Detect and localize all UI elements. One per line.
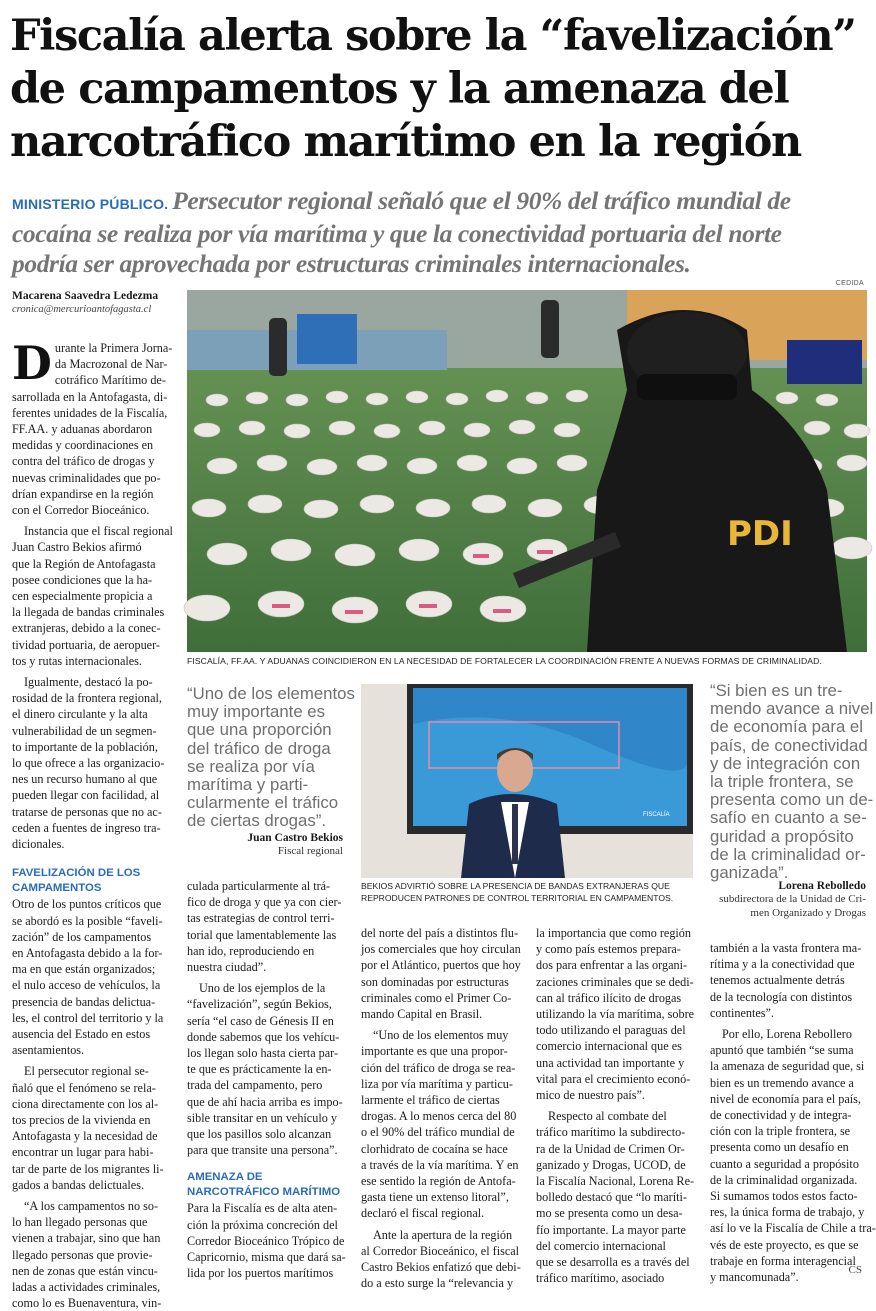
quote-2-attribution [700, 880, 866, 920]
text-line: en Antofagasta debido a la for- [12, 945, 163, 960]
text-line: ciona directamente con los al- [12, 1096, 159, 1111]
text-line: FF.AA. y aduanas abordaron [12, 422, 153, 437]
text-line: sarrollada en la Antofagasta, di- [12, 389, 168, 404]
text-line: jos comerciales que hoy circulan [361, 942, 521, 957]
text-line: drían expandirse en la región [12, 486, 154, 501]
quote-1-name: Juan Castro Bekios [247, 832, 343, 844]
text-line: presenta como un desafío en [710, 1140, 849, 1155]
lead [12, 186, 862, 279]
text-line: posee condiciones que la ha- [12, 572, 153, 587]
text-line: nuestra ciudad”. [187, 960, 267, 975]
text-line: larmente el tráfico de ciertas [361, 1093, 500, 1108]
text-line: medidas y coordinaciones en [12, 438, 154, 453]
text-line: trada del campamento, pero [187, 1078, 323, 1093]
quote-2-role: subdirectora de la Unidad de Cri- [719, 893, 866, 905]
text-line: contra del tráfico de drogas y [12, 454, 155, 469]
main-photo-illustration [187, 290, 867, 652]
text-line: ción la próxima concreción del [187, 1217, 338, 1232]
quote-line: mendo avance a nivel [710, 699, 874, 719]
speaker-photo [361, 684, 693, 878]
text-line: zación” de los campamentos [12, 929, 152, 944]
text-line: Por ello, Lorena Rebollero [722, 1027, 852, 1042]
quote-line: “Uno de los elementos [187, 684, 355, 703]
text-line: ma en que están organizados; [12, 962, 156, 977]
text-line: Para la Fiscalía es de alta aten- [187, 1201, 338, 1216]
text-line: res, la única forma de trabajo, y [710, 1205, 865, 1220]
subhead: AMENAZA DE [187, 1171, 263, 1184]
text-line: liza por vía marítima y particu- [361, 1076, 513, 1091]
quote-line: de economía para el [710, 717, 863, 737]
text-line: del norte del país a distintos flu- [361, 926, 519, 940]
text-line: to importante de la población, [12, 739, 158, 754]
quote-line: de la criminalidad or- [710, 844, 866, 864]
pull-quote-1 [187, 685, 355, 831]
vest-label: PDI [727, 514, 793, 554]
text-line: son dominadas por estructuras [361, 974, 509, 989]
byline [12, 290, 182, 315]
drop-cap: D [12, 336, 52, 390]
quote-line: se realiza por vía [187, 756, 315, 776]
text-line: mo se presenta como un desa- [536, 1206, 683, 1221]
text-line: Respecto al combate del [548, 1109, 667, 1124]
text-line: tráfico marítimo la subdirecto- [536, 1125, 686, 1140]
column-2 [187, 878, 347, 1281]
text-line: de la criminalidad organizada. [710, 1172, 858, 1187]
text-line: Juan Castro Bekios afirmó [12, 540, 142, 555]
text-line: a través de la vía marítima. Y en [361, 1157, 519, 1172]
text-line: vés de este proyecto, es que se [710, 1237, 859, 1252]
quote-line: cularmente el tráfico [187, 793, 339, 813]
text-line: pueden llegar con facilidad, al [12, 788, 160, 803]
text-line: Si sumamos todos estos facto- [710, 1189, 858, 1204]
text-line: que los pasillos solo alcanzan [187, 1127, 332, 1142]
subhead: CAMPAMENTOS [12, 882, 102, 895]
text-line: comercio internacional que es [536, 1039, 682, 1054]
text-line: zaciones criminales que se dedi- [536, 974, 694, 989]
text-line: con el Corredor Bioceánico. [12, 503, 150, 518]
text-line: mando Capital en Brasil. [361, 1007, 483, 1022]
text-line: ñaló que el fenómeno se rela- [12, 1080, 156, 1095]
lead-line: podría ser aprovechada por estructuras criminales internacionales. [12, 249, 691, 278]
text-line: utilizando la vía marítima, sobre [536, 1007, 695, 1022]
text-line: Otro de los puntos críticos que [12, 897, 162, 912]
text-line: cotráfico Marítimo de- [54, 373, 166, 388]
text-line: Castro Bekios enfatizó que debi- [361, 1260, 521, 1275]
text-line: tividad portuaria, de aeropuer- [12, 637, 160, 652]
text-line: del comercio internacional [536, 1238, 666, 1253]
quote-line: que una proporción [187, 720, 332, 740]
text-line: les, el control del territorio y la [12, 1010, 164, 1025]
text-line: ción del tráfico de droga se rea- [361, 1060, 516, 1075]
headline-line: narcotráfico marítimo en la región [10, 117, 801, 167]
text-line: de la tecnología con distintos [710, 989, 853, 1004]
text-line: ceden a fuentes de ingreso tra- [12, 820, 161, 835]
text-line: dicionales. [12, 837, 65, 852]
text-line: la Fiscalía Nacional, Lorena Re- [536, 1174, 695, 1189]
caption-line: BEKIOS ADVIRTIÓ SOBRE LA PRESENCIA DE BANDAS EXTRANJERAS QUE [361, 881, 670, 891]
text-line: “A los campamentos no so- [24, 1198, 159, 1213]
screen-label: FISCALÍA [643, 812, 670, 818]
text-line: culada particularmente al trá- [187, 879, 331, 893]
text-line: tráfico marítimo, asociado [536, 1271, 665, 1286]
column-5 [710, 940, 876, 1285]
headline-line: Fiscalía alerta sobre la “favelización” [10, 11, 856, 61]
text-line: el nulo acceso de vehículos, la [12, 978, 161, 993]
text-line: que se desarrolla es a través del [536, 1255, 690, 1270]
lead-line: Persecutor regional señaló que el 90% del tráfico mundial de [172, 186, 791, 215]
text-line: Capricornio, misma que dará sa- [187, 1250, 346, 1265]
text-line: encontrar un lugar para habi- [12, 1145, 154, 1160]
quote-line: y de integración con [710, 753, 861, 773]
text-line: nuevas criminalidades que po- [12, 470, 161, 485]
text-line: continentes”. [710, 1005, 774, 1020]
quote-1-role: Fiscal regional [277, 845, 343, 857]
text-line: “Uno de los elementos muy [373, 1028, 509, 1043]
text-line: do a esto surge la “relevancia y [361, 1276, 514, 1291]
text-line: donde sabemos que los vehícu- [187, 1029, 340, 1044]
text-line: Uno de los ejemplos de la [199, 981, 326, 996]
text-line: Igualmente, destacó la po- [24, 675, 153, 690]
quote-line: muy importante es [187, 702, 326, 722]
text-line: que de ahí hacia arriba es impo- [187, 1094, 343, 1109]
text-line: tar de parte de los migrantes li- [12, 1161, 164, 1176]
author-email: cronica@mercurioantofagasta.cl [12, 304, 152, 315]
text-line: al Corredor Bioceánico, el fiscal [361, 1243, 520, 1258]
lead-kicker: MINISTERIO PÚBLICO. [12, 196, 169, 212]
text-line: fío importante. La mayor parte [536, 1222, 686, 1237]
quote-line: presenta como un de- [710, 790, 874, 810]
text-line: nen de zonas que están vincu- [12, 1263, 158, 1278]
text-line: bolledo destacó que “lo maríti- [536, 1190, 687, 1205]
quote-line: de ciertas drogas”. [187, 811, 326, 831]
text-line: “favelización”, según Bekios, [187, 997, 332, 1012]
text-line: así lo ve la Fiscalía de Chile a tra- [710, 1221, 876, 1236]
text-line: ferentes unidades de la Fiscalía, [12, 405, 168, 420]
lead-line: cocaína se realiza por vía marítima y que la conectividad portuaria del norte [12, 219, 782, 248]
column-4 [536, 925, 696, 1286]
text-line: vienen a trabajar, sino que han [12, 1231, 161, 1246]
text-line: y como país estemos prepara- [536, 942, 681, 957]
subhead: FAVELIZACIÓN DE LOS [12, 867, 141, 880]
quote-line: la triple frontera, se [710, 772, 854, 792]
quote-2-name: Lorena Rebolledo [778, 880, 866, 892]
text-line: y mancomunada”. [710, 1270, 799, 1285]
text-line: llegado personas que provie- [12, 1247, 153, 1262]
speaker-photo-illustration [361, 684, 693, 878]
text-line: lo que ofrece a las organizacio- [12, 756, 165, 771]
quote-line: safío en cuanto a se- [710, 808, 867, 828]
quote-line: del tráfico de droga [187, 738, 331, 758]
headline [10, 10, 866, 169]
caption-line: REPRODUCEN PATRONES DE CONTROL TERRITORIAL EN CAMPAMENTOS. [361, 893, 674, 903]
pull-quote-2 [710, 682, 873, 882]
text-line: da Macrozonal de Nar- [54, 357, 168, 372]
text-line: la importancia que como región [536, 926, 691, 940]
quote-line: marítima y parti- [187, 775, 309, 795]
text-line: rosidad de la frontera regional, [12, 691, 162, 706]
text-line: tratarse de personas que no ac- [12, 804, 162, 819]
text-line: ausencia del Estado en estos [12, 1026, 151, 1041]
quote-line: guridad a propósito [710, 826, 854, 846]
text-line: Instancia que el fiscal regional [24, 524, 173, 539]
headline-line: de campamentos y la amenaza del [10, 64, 789, 114]
text-line: ese sentido la región de Antofa- [361, 1174, 516, 1189]
text-line: urante la Primera Jorna- [54, 341, 173, 355]
text-line: también a la vasta frontera ma- [710, 941, 862, 955]
text-line: que la Región de Antofagasta [12, 556, 156, 571]
text-line: la amenaza de seguridad que, si [710, 1059, 865, 1074]
text-line: vital para el crecimiento econó- [536, 1071, 691, 1086]
text-line: importante es que una propor- [361, 1044, 508, 1059]
text-line: tenemos actualmente detrás [710, 973, 845, 988]
text-line: lo han llegado personas que [12, 1215, 148, 1230]
text-line: se abordó es la posible “faveli- [12, 913, 163, 928]
text-line: los llegan solo hasta cierta par- [187, 1046, 339, 1061]
text-line: para que transite una persona”. [187, 1143, 338, 1158]
text-line: Antofagasta y la necesidad de [12, 1129, 158, 1144]
text-line: nivel de economía para el país, [710, 1091, 861, 1106]
text-line: gados a bandas delictuales. [12, 1177, 144, 1192]
text-line: presencia de bandas delictua- [12, 994, 156, 1009]
text-line: o el 90% del tráfico mundial de [361, 1125, 515, 1140]
text-line: nes un recurso humano al que [12, 772, 158, 787]
text-line: mico de nuestro país”. [536, 1088, 645, 1103]
text-line: una actividad tan importante y [536, 1055, 685, 1070]
text-line: todo utilizando el paraguas del [536, 1023, 686, 1038]
text-line: vulnerabilidad de un segmen- [12, 723, 157, 738]
column-1 [12, 336, 173, 1311]
text-line: como lo es Buenaventura, vin- [12, 1296, 162, 1311]
text-line: drogas. A lo menos cerca del 80 [361, 1109, 517, 1124]
author-name: Macarena Saavedra Ledezma [12, 290, 159, 302]
text-line: gasta tiene un extenso litoral”, [361, 1190, 509, 1205]
text-line: rítima y a la conectividad que [710, 957, 855, 972]
main-photo [187, 290, 867, 652]
text-line: ra de la Unidad de Crimen Or- [536, 1141, 685, 1156]
column-3 [361, 925, 521, 1291]
text-line: cuanto a seguridad a propósito [710, 1156, 859, 1171]
text-line: can al tráfico ilícito de drogas [536, 990, 682, 1005]
text-line: Ante la apertura de la región [373, 1227, 513, 1242]
text-line: ladas a actividades criminales, [12, 1279, 161, 1294]
text-line: criminales como el Primer Co- [361, 990, 512, 1005]
text-line: apuntó que también “se suma [710, 1043, 854, 1058]
text-line: cen especialmente propicia a [12, 589, 153, 604]
text-line: declaró el fiscal regional. [361, 1206, 485, 1221]
end-mark: CS [848, 1264, 862, 1276]
quote-1-attribution [187, 832, 343, 858]
text-line: extranjeras, debido a la conec- [12, 621, 161, 636]
text-line: sible transitar en un vehículo y [187, 1110, 337, 1125]
text-line: de conectividad y de integra- [710, 1108, 852, 1123]
text-line: tos y rutas internacionales. [12, 653, 142, 668]
text-line: la llegada de bandas criminales [12, 605, 165, 620]
text-line: tos precios de la vivienda en [12, 1112, 151, 1127]
quote-line: país, de conectividad [710, 735, 868, 755]
speaker-photo-caption [361, 880, 693, 904]
text-line: tas estrategias de control terri- [187, 911, 335, 926]
text-line: sería “el caso de Génesis II en [187, 1013, 334, 1028]
text-line: fico de droga y que ya con cier- [187, 895, 342, 910]
text-line: lida por los puertos marítimos [187, 1266, 334, 1281]
text-line: ción con la triple frontera, se [710, 1124, 851, 1139]
text-line: el dinero circulante y la alta [12, 707, 148, 722]
text-line: Corredor Bioceánico Trópico de [187, 1233, 345, 1248]
text-line: asentamientos. [12, 1043, 85, 1058]
text-line: te que es prácticamente la en- [187, 1062, 332, 1077]
text-line: ganizado y Drogas, UCOD, de [536, 1157, 686, 1172]
text-line: El persecutor regional se- [24, 1064, 149, 1079]
text-line: trabaje en forma interagencial [710, 1253, 856, 1268]
main-photo-caption: FISCALÍA, FF.AA. Y ADUANAS COINCIDIERON EN LA NECESIDAD DE FORTALECER LA COORDINACIÓN FRENTE A NUEVAS FORMAS DE CRIMINALIDAD. [187, 656, 822, 666]
photo-credit: CEDIDA [835, 280, 864, 287]
text-line: torial que lamentablemente las [187, 927, 337, 942]
quote-line: “Si bien es un tre- [710, 681, 843, 700]
text-line: han ido, reproduciendo en [187, 943, 315, 958]
text-line: clorhidrato de cocaína se hace [361, 1141, 508, 1156]
text-line: bien es un tremendo avance a [710, 1075, 854, 1090]
subhead: NARCOTRÁFICO MARÍTIMO [187, 1186, 341, 1199]
quote-2-role: men Organizado y Drogas [750, 907, 866, 919]
quote-line: ganizada”. [710, 863, 789, 883]
text-line: dos para enfrentar a las organi- [536, 958, 688, 973]
text-line: por el Atlántico, puertos que hoy [361, 958, 521, 973]
